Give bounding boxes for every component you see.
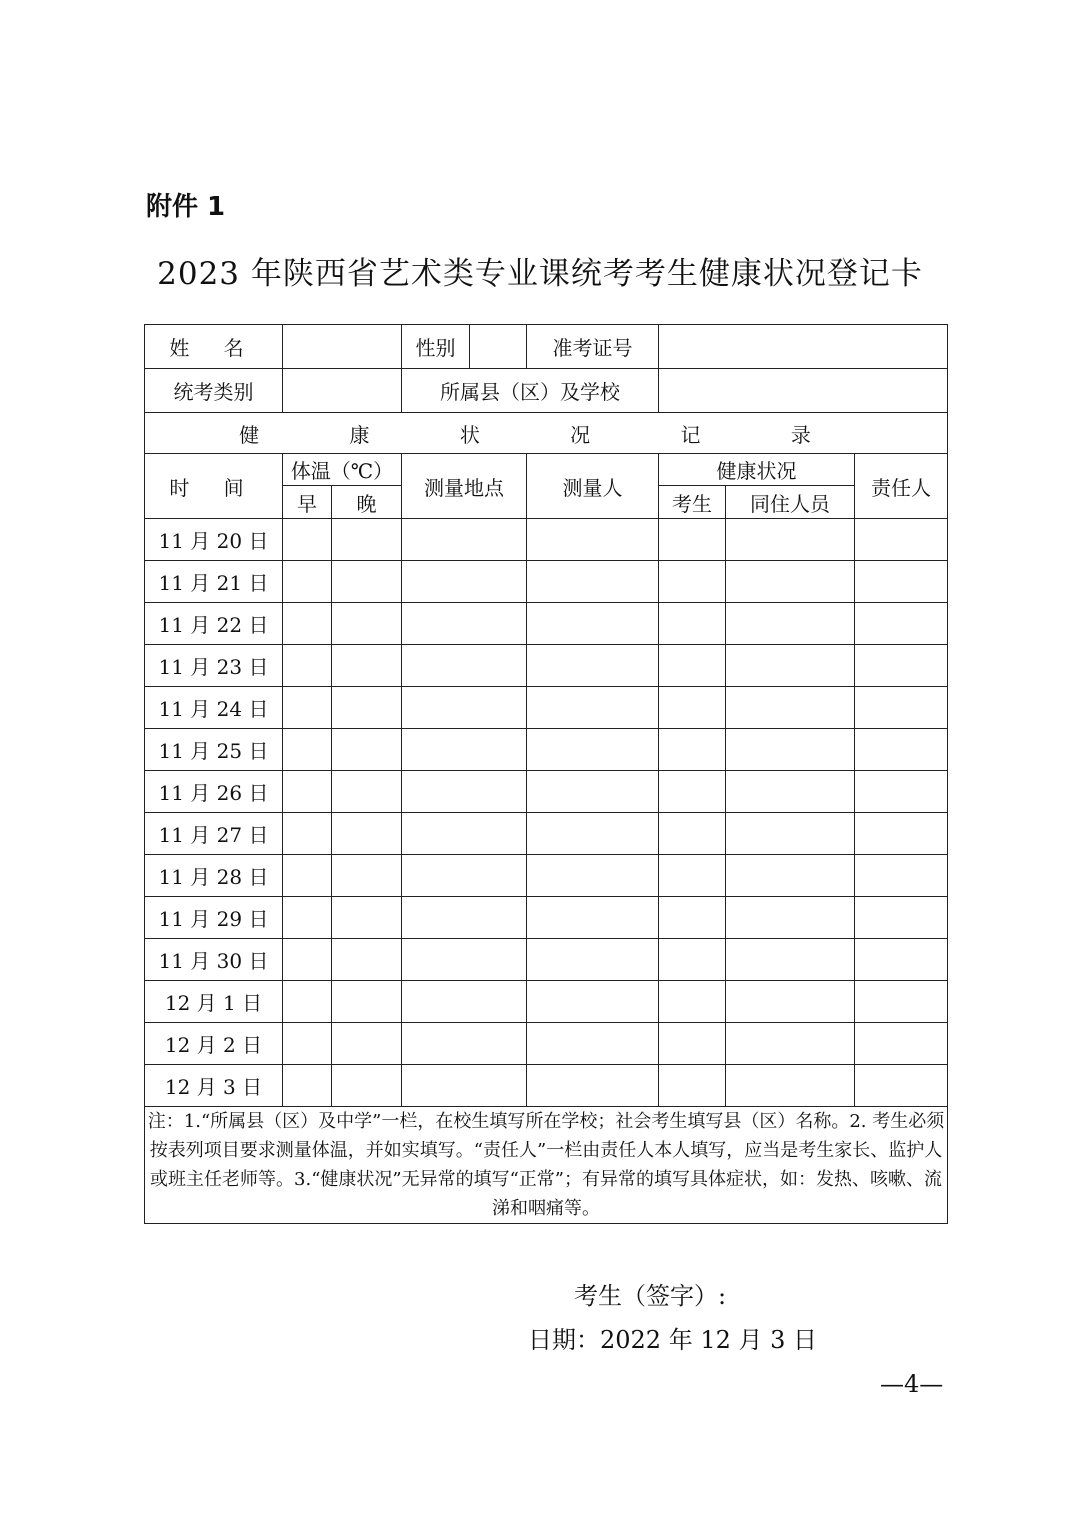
- temp-evening-cell[interactable]: [332, 813, 402, 855]
- temp-evening-cell[interactable]: [332, 729, 402, 771]
- location-cell[interactable]: [402, 855, 527, 897]
- date-cell: 11 月 28 日: [145, 855, 283, 897]
- table-row: [145, 687, 948, 729]
- table-row: [145, 897, 948, 939]
- page-title: 2023 年陕西省艺术类专业课统考考生健康状况登记卡: [157, 256, 923, 292]
- responsible-cell[interactable]: [855, 981, 948, 1023]
- candidate-status-cell[interactable]: [659, 939, 726, 981]
- cohabitant-status-cell[interactable]: [726, 687, 855, 729]
- attachment-label: 附件 1: [146, 192, 226, 222]
- temp-morning-cell[interactable]: [283, 939, 332, 981]
- responsible-cell[interactable]: [855, 687, 948, 729]
- date-cell: 11 月 22 日: [145, 603, 283, 645]
- responsible-cell[interactable]: [855, 561, 948, 603]
- name-label: 姓 名: [145, 325, 283, 369]
- temp-morning-cell[interactable]: [283, 687, 332, 729]
- measurer-cell[interactable]: [527, 855, 659, 897]
- location-cell[interactable]: [402, 897, 527, 939]
- exam-id-label: 准考证号: [527, 325, 659, 369]
- measurer-cell[interactable]: [527, 1065, 659, 1107]
- candidate-status-cell[interactable]: [659, 729, 726, 771]
- candidate-status-cell[interactable]: [659, 519, 726, 561]
- date-cell: 12 月 2 日: [145, 1023, 283, 1065]
- temp-evening-cell[interactable]: [332, 687, 402, 729]
- candidate-status-cell[interactable]: [659, 603, 726, 645]
- cohabitant-status-cell[interactable]: [726, 561, 855, 603]
- date-cell: 11 月 23 日: [145, 645, 283, 687]
- temp-evening-cell[interactable]: [332, 939, 402, 981]
- responsible-cell[interactable]: [855, 519, 948, 561]
- temp-morning-cell[interactable]: [283, 645, 332, 687]
- responsible-cell[interactable]: [855, 813, 948, 855]
- candidate-status-cell[interactable]: [659, 1065, 726, 1107]
- date-cell: 12 月 1 日: [145, 981, 283, 1023]
- date-line: 日期：2022 年 12 月 3 日: [528, 1326, 818, 1354]
- responsible-cell[interactable]: [855, 855, 948, 897]
- location-cell[interactable]: [402, 939, 527, 981]
- responsible-cell[interactable]: [855, 939, 948, 981]
- measurer-cell[interactable]: [527, 1023, 659, 1065]
- cohabitant-status-cell[interactable]: [726, 1065, 855, 1107]
- health-record-header: 健 康 状 况 记 录: [145, 413, 948, 454]
- cohabitant-status-cell[interactable]: [726, 729, 855, 771]
- measurer-cell[interactable]: [527, 771, 659, 813]
- location-cell[interactable]: [402, 981, 527, 1023]
- date-cell: 11 月 21 日: [145, 561, 283, 603]
- temp-evening-cell[interactable]: [332, 519, 402, 561]
- daily-records: [145, 519, 948, 1107]
- location-cell[interactable]: [402, 813, 527, 855]
- candidate-status-cell[interactable]: [659, 1023, 726, 1065]
- cohabitant-status-cell[interactable]: [726, 603, 855, 645]
- measurer-header: 测量人: [527, 454, 659, 519]
- temp-evening-cell[interactable]: [332, 1065, 402, 1107]
- category-field[interactable]: [283, 369, 402, 413]
- cohabitant-status-cell[interactable]: [726, 939, 855, 981]
- cohabitant-status-cell[interactable]: [726, 1023, 855, 1065]
- temp-evening-cell[interactable]: [332, 603, 402, 645]
- signature-label: 考生（签字）:: [574, 1282, 727, 1310]
- cohabitant-header: 同住人员: [726, 486, 855, 519]
- date-cell: 11 月 26 日: [145, 771, 283, 813]
- cohabitant-status-cell[interactable]: [726, 813, 855, 855]
- health-status-header: 健康状况: [659, 454, 855, 486]
- temp-morning-cell[interactable]: [283, 981, 332, 1023]
- table-row: [145, 855, 948, 897]
- temp-evening-cell[interactable]: [332, 855, 402, 897]
- temp-morning-cell[interactable]: [283, 897, 332, 939]
- temp-morning-cell[interactable]: [283, 1023, 332, 1065]
- responsible-cell[interactable]: [855, 729, 948, 771]
- measurer-cell[interactable]: [527, 519, 659, 561]
- table-row: [145, 519, 948, 561]
- notes: 注：1.“所属县（区）及中学”一栏，在校生填写所在学校；社会考生填写县（区）名称。2. 考生必须按表列项目要求测量体温，并如实填写。“责任人”一栏由责任人本人填写，应当是考生家长、监护人或班主任老师等。3.“健康状况”无异常的填写“正常”；有异常的填写具体症状，如：发热、咳嗽、流涕和咽痛等。: [145, 1107, 948, 1224]
- morning-header: 早: [283, 486, 332, 519]
- candidate-status-cell[interactable]: [659, 855, 726, 897]
- cohabitant-status-cell[interactable]: [726, 645, 855, 687]
- candidate-status-cell[interactable]: [659, 561, 726, 603]
- location-cell[interactable]: [402, 645, 527, 687]
- candidate-status-cell[interactable]: [659, 771, 726, 813]
- table-row: [145, 939, 948, 981]
- temperature-header: 体温（℃）: [283, 454, 402, 486]
- temp-morning-cell[interactable]: [283, 561, 332, 603]
- table-row: [145, 1023, 948, 1065]
- evening-header: 晚: [332, 486, 402, 519]
- table-row: [145, 1065, 948, 1107]
- table-row: [145, 645, 948, 687]
- category-label: 统考类别: [145, 369, 283, 413]
- candidate-status-cell[interactable]: [659, 813, 726, 855]
- date-cell: 12 月 3 日: [145, 1065, 283, 1107]
- date-cell: 11 月 29 日: [145, 897, 283, 939]
- location-cell[interactable]: [402, 687, 527, 729]
- date-cell: 11 月 30 日: [145, 939, 283, 981]
- responsible-cell[interactable]: [855, 645, 948, 687]
- cohabitant-status-cell[interactable]: [726, 981, 855, 1023]
- candidate-status-cell[interactable]: [659, 645, 726, 687]
- date-cell: 11 月 24 日: [145, 687, 283, 729]
- temp-morning-cell[interactable]: [283, 519, 332, 561]
- name-field[interactable]: [283, 325, 402, 369]
- temp-evening-cell[interactable]: [332, 1023, 402, 1065]
- temp-evening-cell[interactable]: [332, 897, 402, 939]
- measurer-cell[interactable]: [527, 939, 659, 981]
- measurer-cell[interactable]: [527, 687, 659, 729]
- temp-morning-cell[interactable]: [283, 729, 332, 771]
- location-cell[interactable]: [402, 519, 527, 561]
- measurer-cell[interactable]: [527, 561, 659, 603]
- date-cell: 11 月 25 日: [145, 729, 283, 771]
- table-row: [145, 981, 948, 1023]
- location-cell[interactable]: [402, 603, 527, 645]
- measurer-cell[interactable]: [527, 603, 659, 645]
- location-cell[interactable]: [402, 1023, 527, 1065]
- gender-label: 性别: [402, 325, 470, 369]
- date-cell: 11 月 27 日: [145, 813, 283, 855]
- temp-evening-cell[interactable]: [332, 981, 402, 1023]
- responsible-cell[interactable]: [855, 1065, 948, 1107]
- page-number: —4—: [880, 1370, 944, 1398]
- candidate-status-cell[interactable]: [659, 981, 726, 1023]
- measurer-cell[interactable]: [527, 813, 659, 855]
- responsible-cell[interactable]: [855, 771, 948, 813]
- location-cell[interactable]: [402, 771, 527, 813]
- location-header: 测量地点: [402, 454, 527, 519]
- location-cell[interactable]: [402, 561, 527, 603]
- temp-morning-cell[interactable]: [283, 855, 332, 897]
- location-cell[interactable]: [402, 729, 527, 771]
- cohabitant-status-cell[interactable]: [726, 897, 855, 939]
- cohabitant-status-cell[interactable]: [726, 771, 855, 813]
- table-row: [145, 561, 948, 603]
- date-cell: 11 月 20 日: [145, 519, 283, 561]
- temp-evening-cell[interactable]: [332, 771, 402, 813]
- school-label: 所属县（区）及学校: [402, 369, 659, 413]
- health-registration-table: [144, 324, 948, 1224]
- responsible-cell[interactable]: [855, 897, 948, 939]
- table-row: [145, 813, 948, 855]
- location-cell[interactable]: [402, 1065, 527, 1107]
- temp-morning-cell[interactable]: [283, 813, 332, 855]
- candidate-header: 考生: [659, 486, 726, 519]
- temp-evening-cell[interactable]: [332, 561, 402, 603]
- time-header: 时 间: [145, 454, 283, 519]
- responsible-header: 责任人: [855, 454, 948, 519]
- candidate-status-cell[interactable]: [659, 687, 726, 729]
- candidate-status-cell[interactable]: [659, 897, 726, 939]
- temp-morning-cell[interactable]: [283, 771, 332, 813]
- responsible-cell[interactable]: [855, 1023, 948, 1065]
- table-row: [145, 771, 948, 813]
- cohabitant-status-cell[interactable]: [726, 855, 855, 897]
- table-row: [145, 603, 948, 645]
- measurer-cell[interactable]: [527, 729, 659, 771]
- exam-id-field[interactable]: [659, 325, 948, 369]
- cohabitant-status-cell[interactable]: [726, 519, 855, 561]
- gender-field[interactable]: [470, 325, 527, 369]
- measurer-cell[interactable]: [527, 981, 659, 1023]
- table-row: [145, 729, 948, 771]
- temp-evening-cell[interactable]: [332, 645, 402, 687]
- responsible-cell[interactable]: [855, 603, 948, 645]
- measurer-cell[interactable]: [527, 645, 659, 687]
- temp-morning-cell[interactable]: [283, 1065, 332, 1107]
- school-field[interactable]: [659, 369, 948, 413]
- measurer-cell[interactable]: [527, 897, 659, 939]
- temp-morning-cell[interactable]: [283, 603, 332, 645]
